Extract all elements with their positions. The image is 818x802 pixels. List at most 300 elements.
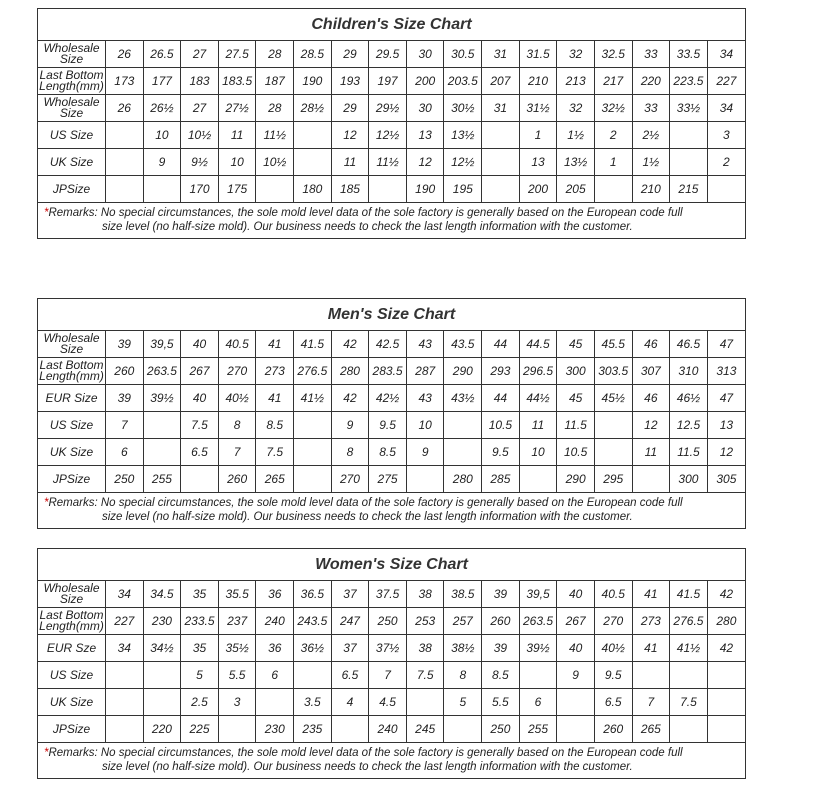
size-cell: 260 — [482, 608, 520, 635]
size-cell: 6.5 — [331, 662, 369, 689]
size-cell: 31.5 — [519, 41, 557, 68]
row-label — [38, 412, 106, 439]
size-cell: 27½ — [218, 95, 256, 122]
size-cell: 29½ — [369, 95, 407, 122]
size-cell: 8 — [331, 439, 369, 466]
size-cell — [106, 662, 144, 689]
size-cell: 26 — [106, 41, 144, 68]
size-cell: 35 — [181, 581, 219, 608]
size-cell: 31½ — [519, 95, 557, 122]
row-label — [38, 358, 106, 385]
row-label-text: UK Size — [49, 154, 94, 169]
size-cell: 247 — [331, 608, 369, 635]
size-cell: 243.5 — [294, 608, 332, 635]
size-cell — [670, 149, 708, 176]
size-cell: 185 — [331, 176, 369, 203]
size-cell: 7.5 — [256, 439, 294, 466]
size-cell: 3 — [707, 122, 745, 149]
size-cell: 11 — [218, 122, 256, 149]
size-cell: 3.5 — [294, 689, 332, 716]
row-label-text: Length(mm) — [39, 79, 104, 93]
size-table — [38, 331, 745, 493]
size-cell: 10.5 — [557, 439, 595, 466]
size-cell: 41.5 — [670, 581, 708, 608]
row-last-bottom-length — [38, 608, 745, 635]
size-cell: 9.5 — [482, 439, 520, 466]
size-cell: 28 — [256, 41, 294, 68]
row-wholesale-size — [38, 41, 745, 68]
size-cell: 30½ — [444, 95, 482, 122]
size-cell: 12½ — [369, 122, 407, 149]
row-wholesale-size — [38, 331, 745, 358]
size-cell: 36.5 — [294, 581, 332, 608]
size-cell: 250 — [106, 466, 144, 493]
size-cell: 39½ — [143, 385, 181, 412]
size-cell: 9 — [331, 412, 369, 439]
size-cell: 215 — [670, 176, 708, 203]
size-cell: 293 — [482, 358, 520, 385]
row-label-text: Wholesale — [43, 95, 100, 109]
size-cell — [294, 662, 332, 689]
size-cell: 175 — [218, 176, 256, 203]
size-cell: 28½ — [294, 95, 332, 122]
row-label — [38, 466, 106, 493]
size-cell: 32 — [557, 95, 595, 122]
size-cell: 46 — [632, 385, 670, 412]
size-cell: 38½ — [444, 635, 482, 662]
row-label-text: EUR Size — [45, 390, 98, 405]
size-cell: 45 — [557, 331, 595, 358]
size-cell: 35 — [181, 635, 219, 662]
size-cell: 38.5 — [444, 581, 482, 608]
row-label-text: Size — [59, 106, 84, 120]
size-cell — [632, 466, 670, 493]
remarks-line-1: Remarks: No special circumstances, the sole mold level data of the sole factory is generally based on the European code full — [48, 207, 683, 219]
size-cell: 40½ — [594, 635, 632, 662]
size-cell — [670, 122, 708, 149]
size-cell — [294, 122, 332, 149]
row-label-text: UK Size — [49, 444, 94, 459]
size-cell: 7 — [106, 412, 144, 439]
size-cell — [670, 662, 708, 689]
size-cell: 290 — [444, 358, 482, 385]
remarks-line-2: size level (no half-size mold). Our business needs to check the last length information with the customer. — [102, 761, 633, 773]
size-cell — [143, 662, 181, 689]
row-label — [38, 689, 106, 716]
size-cell: 31 — [482, 41, 520, 68]
size-cell: 33.5 — [670, 41, 708, 68]
size-cell — [106, 176, 144, 203]
row-uk-size — [38, 439, 745, 466]
size-cell — [632, 662, 670, 689]
size-cell: 13½ — [557, 149, 595, 176]
size-cell: 43.5 — [444, 331, 482, 358]
size-cell: 46½ — [670, 385, 708, 412]
size-cell: 11 — [519, 412, 557, 439]
size-cell: 7.5 — [181, 412, 219, 439]
row-label-text: Size — [59, 342, 84, 356]
size-cell: 12 — [632, 412, 670, 439]
asterisk: * — [44, 747, 49, 759]
size-cell: 43 — [406, 331, 444, 358]
size-cell: 200 — [406, 68, 444, 95]
row-size-3 — [38, 385, 745, 412]
size-cell: 40 — [557, 635, 595, 662]
size-cell — [331, 716, 369, 743]
size-cell — [294, 466, 332, 493]
row-label-text: Last Bottom — [39, 358, 104, 372]
size-cell: 33½ — [670, 95, 708, 122]
size-cell: 7 — [632, 689, 670, 716]
size-cell: 235 — [294, 716, 332, 743]
size-cell: 10½ — [256, 149, 294, 176]
size-cell: 36 — [256, 581, 294, 608]
size-cell: 300 — [557, 358, 595, 385]
size-cell: 8.5 — [256, 412, 294, 439]
size-cell: 9 — [406, 439, 444, 466]
size-cell: 280 — [444, 466, 482, 493]
size-cell: 28 — [256, 95, 294, 122]
size-cell: 225 — [181, 716, 219, 743]
size-cell: 37.5 — [369, 581, 407, 608]
size-cell: 10 — [519, 439, 557, 466]
size-cell: 9.5 — [369, 412, 407, 439]
size-cell: 313 — [707, 358, 745, 385]
size-cell: 9.5 — [594, 662, 632, 689]
size-cell: 193 — [331, 68, 369, 95]
size-cell: 3 — [218, 689, 256, 716]
size-cell: 250 — [369, 608, 407, 635]
row-label-text: JPSize — [52, 471, 91, 486]
size-cell: 2 — [594, 122, 632, 149]
size-cell: 39 — [482, 581, 520, 608]
size-cell: 2.5 — [181, 689, 219, 716]
size-cell: 34 — [106, 635, 144, 662]
size-cell: 183.5 — [218, 68, 256, 95]
size-cell — [106, 716, 144, 743]
size-cell: 240 — [369, 716, 407, 743]
size-cell: 213 — [557, 68, 595, 95]
size-cell: 267 — [557, 608, 595, 635]
size-cell: 275 — [369, 466, 407, 493]
size-cell: 40.5 — [218, 331, 256, 358]
size-cell: 263.5 — [143, 358, 181, 385]
size-cell: 13 — [519, 149, 557, 176]
size-cell: 187 — [256, 68, 294, 95]
size-cell: 39 — [106, 331, 144, 358]
size-cell: 35½ — [218, 635, 256, 662]
row-label-text: US Size — [49, 667, 94, 682]
size-cell: 28.5 — [294, 41, 332, 68]
size-cell: 217 — [594, 68, 632, 95]
size-cell: 43 — [406, 385, 444, 412]
size-cell: 240 — [256, 608, 294, 635]
size-cell: 195 — [444, 176, 482, 203]
size-cell: 303.5 — [594, 358, 632, 385]
size-cell: 260 — [594, 716, 632, 743]
row-label-text: Size — [59, 592, 84, 606]
asterisk: * — [44, 497, 49, 509]
size-cell: 37 — [331, 635, 369, 662]
size-cell: 5.5 — [218, 662, 256, 689]
size-cell: 12 — [406, 149, 444, 176]
size-cell: 270 — [594, 608, 632, 635]
size-cell: 44 — [482, 331, 520, 358]
row-jp-size — [38, 716, 745, 743]
size-cell — [707, 716, 745, 743]
row-label-text: JPSize — [52, 721, 91, 736]
size-cell: 42 — [707, 581, 745, 608]
size-cell: 12 — [331, 122, 369, 149]
size-cell — [594, 439, 632, 466]
size-cell: 26.5 — [143, 41, 181, 68]
size-cell: 6 — [256, 662, 294, 689]
size-cell: 36½ — [294, 635, 332, 662]
row-us-size — [38, 662, 745, 689]
size-cell: 30.5 — [444, 41, 482, 68]
size-cell — [707, 662, 745, 689]
size-cell: 265 — [632, 716, 670, 743]
row-label-text: Size — [59, 52, 84, 66]
size-cell: 173 — [106, 68, 144, 95]
size-cell — [256, 176, 294, 203]
row-label-text: UK Size — [49, 694, 94, 709]
size-cell: 43½ — [444, 385, 482, 412]
size-cell — [294, 149, 332, 176]
size-cell: 40 — [181, 331, 219, 358]
row-label — [38, 41, 106, 68]
row-label-text: Last Bottom — [39, 608, 104, 622]
size-cell: 47 — [707, 385, 745, 412]
size-cell: 263.5 — [519, 608, 557, 635]
size-cell — [707, 176, 745, 203]
size-cell — [256, 689, 294, 716]
size-cell: 34.5 — [143, 581, 181, 608]
row-label — [38, 385, 106, 412]
row-label — [38, 68, 106, 95]
size-cell: 41 — [632, 635, 670, 662]
size-cell: 32 — [557, 41, 595, 68]
size-cell: 39,5 — [519, 581, 557, 608]
size-cell: 10 — [218, 149, 256, 176]
size-cell: 9 — [557, 662, 595, 689]
size-cell: 8 — [218, 412, 256, 439]
size-cell: 7 — [369, 662, 407, 689]
row-label — [38, 439, 106, 466]
size-cell: 190 — [294, 68, 332, 95]
size-cell: 283.5 — [369, 358, 407, 385]
remarks — [38, 203, 745, 238]
size-cell — [143, 439, 181, 466]
size-cell: 30 — [406, 41, 444, 68]
row-last-bottom-length — [38, 358, 745, 385]
size-cell: 34 — [707, 41, 745, 68]
row-label-text: Wholesale — [43, 331, 100, 345]
size-cell: 270 — [331, 466, 369, 493]
size-cell — [106, 122, 144, 149]
size-cell: 11.5 — [557, 412, 595, 439]
size-cell: 180 — [294, 176, 332, 203]
size-cell: 10½ — [181, 122, 219, 149]
size-cell: 12 — [707, 439, 745, 466]
size-cell: 273 — [256, 358, 294, 385]
size-cell — [106, 149, 144, 176]
size-cell: 253 — [406, 608, 444, 635]
size-cell: 41½ — [294, 385, 332, 412]
mens-size-chart — [37, 298, 746, 529]
size-cell: 270 — [218, 358, 256, 385]
size-cell: 45½ — [594, 385, 632, 412]
row-label — [38, 581, 106, 608]
size-cell: 38 — [406, 581, 444, 608]
size-cell: 13 — [406, 122, 444, 149]
size-cell — [181, 466, 219, 493]
womens-size-chart — [37, 548, 746, 779]
size-cell — [519, 662, 557, 689]
size-cell: 287 — [406, 358, 444, 385]
size-cell: 295 — [594, 466, 632, 493]
size-cell: 2 — [707, 149, 745, 176]
size-cell: 26 — [106, 95, 144, 122]
size-cell: 1½ — [557, 122, 595, 149]
size-cell: 27 — [181, 41, 219, 68]
size-cell: 11½ — [369, 149, 407, 176]
size-cell: 29 — [331, 41, 369, 68]
size-cell — [519, 466, 557, 493]
size-cell: 34 — [106, 581, 144, 608]
size-cell: 31 — [482, 95, 520, 122]
size-cell: 41 — [256, 385, 294, 412]
size-cell: 40.5 — [594, 581, 632, 608]
row-label-text: US Size — [49, 127, 94, 142]
size-cell: 39½ — [519, 635, 557, 662]
size-cell: 4.5 — [369, 689, 407, 716]
size-cell: 245 — [406, 716, 444, 743]
row-label — [38, 331, 106, 358]
size-cell: 8.5 — [482, 662, 520, 689]
size-cell: 27.5 — [218, 41, 256, 68]
size-cell: 11 — [331, 149, 369, 176]
row-label-text: US Size — [49, 417, 94, 432]
size-cell: 7.5 — [406, 662, 444, 689]
row-label — [38, 716, 106, 743]
size-cell: 5.5 — [482, 689, 520, 716]
size-cell: 197 — [369, 68, 407, 95]
size-cell — [369, 176, 407, 203]
size-cell: 33 — [632, 95, 670, 122]
size-cell — [444, 716, 482, 743]
size-cell: 42 — [331, 331, 369, 358]
size-cell: 233.5 — [181, 608, 219, 635]
size-cell: 285 — [482, 466, 520, 493]
remarks-line-1: Remarks: No special circumstances, the sole mold level data of the sole factory is generally based on the European code full — [48, 747, 683, 759]
asterisk: * — [44, 207, 49, 219]
size-cell: 12½ — [444, 149, 482, 176]
size-cell: 39,5 — [143, 331, 181, 358]
row-label — [38, 176, 106, 203]
row-label-text: EUR Sze — [46, 640, 97, 655]
size-cell: 40 — [181, 385, 219, 412]
size-cell: 6.5 — [594, 689, 632, 716]
size-cell: 5 — [444, 689, 482, 716]
size-cell — [594, 176, 632, 203]
size-cell: 305 — [707, 466, 745, 493]
size-cell — [557, 689, 595, 716]
size-cell: 42 — [707, 635, 745, 662]
size-cell: 290 — [557, 466, 595, 493]
row-size-3 — [38, 635, 745, 662]
row-jp-size — [38, 176, 745, 203]
size-cell: 41.5 — [294, 331, 332, 358]
size-cell — [143, 689, 181, 716]
size-cell: 265 — [256, 466, 294, 493]
size-cell: 6.5 — [181, 439, 219, 466]
chart-title: Children's Size Chart — [38, 9, 745, 41]
size-cell — [143, 412, 181, 439]
row-us-size — [38, 122, 745, 149]
size-cell: 45 — [557, 385, 595, 412]
size-cell: 1 — [594, 149, 632, 176]
size-cell: 223.5 — [670, 68, 708, 95]
size-cell: 42½ — [369, 385, 407, 412]
row-last-bottom-length — [38, 68, 745, 95]
size-cell: 46 — [632, 331, 670, 358]
size-cell: 42.5 — [369, 331, 407, 358]
size-cell: 1½ — [632, 149, 670, 176]
size-cell: 4 — [331, 689, 369, 716]
size-cell: 29 — [331, 95, 369, 122]
size-cell: 6 — [519, 689, 557, 716]
size-cell — [557, 716, 595, 743]
size-cell: 9 — [143, 149, 181, 176]
size-cell — [594, 412, 632, 439]
childrens-size-chart — [37, 8, 746, 239]
size-cell: 310 — [670, 358, 708, 385]
size-cell: 237 — [218, 608, 256, 635]
size-cell: 5 — [181, 662, 219, 689]
size-cell: 44.5 — [519, 331, 557, 358]
remarks-line-1: Remarks: No special circumstances, the sole mold level data of the sole factory is generally based on the European code full — [48, 497, 683, 509]
size-cell: 8.5 — [369, 439, 407, 466]
size-cell: 200 — [519, 176, 557, 203]
size-cell — [482, 122, 520, 149]
size-cell — [294, 439, 332, 466]
size-cell: 47 — [707, 331, 745, 358]
size-cell: 6 — [106, 439, 144, 466]
row-uk-size — [38, 149, 745, 176]
size-cell: 230 — [256, 716, 294, 743]
size-cell — [218, 716, 256, 743]
size-cell: 39 — [482, 635, 520, 662]
size-cell: 41 — [632, 581, 670, 608]
size-cell: 11½ — [256, 122, 294, 149]
size-cell — [670, 716, 708, 743]
size-cell: 26½ — [143, 95, 181, 122]
size-table — [38, 41, 745, 203]
size-cell: 34½ — [143, 635, 181, 662]
size-cell: 13 — [707, 412, 745, 439]
size-cell — [143, 176, 181, 203]
size-cell: 190 — [406, 176, 444, 203]
size-cell: 2½ — [632, 122, 670, 149]
row-label-text: Last Bottom — [39, 68, 104, 82]
size-cell: 276.5 — [670, 608, 708, 635]
size-cell: 257 — [444, 608, 482, 635]
size-cell — [294, 412, 332, 439]
size-cell: 27 — [181, 95, 219, 122]
size-cell — [707, 689, 745, 716]
size-cell: 220 — [632, 68, 670, 95]
